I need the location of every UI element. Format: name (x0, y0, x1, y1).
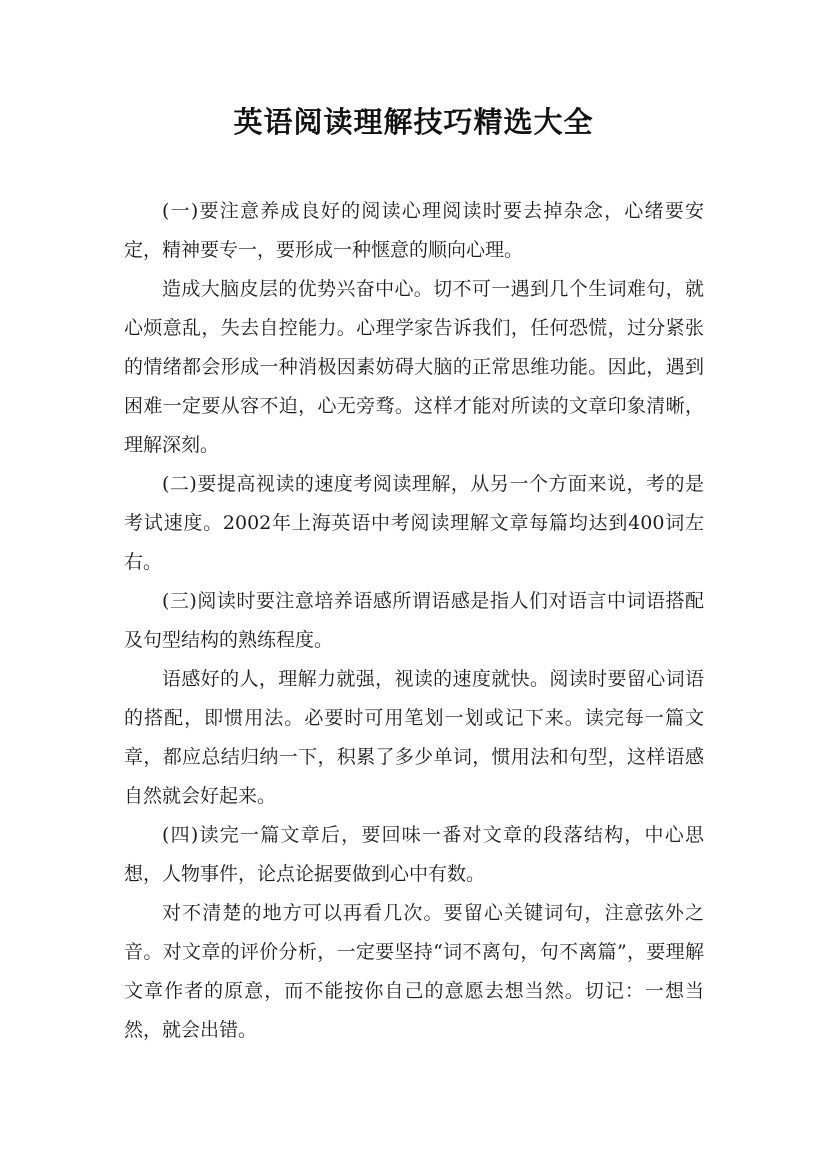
paragraph-4: (三)阅读时要注意培养语感所谓语感是指人们对语言中词语搭配及句型结构的熟练程度。 (124, 590, 704, 651)
document-title: 英语阅读理解技巧精选大全 (233, 105, 594, 139)
paragraph-3: (二)要提高视读的速度考阅读理解，从另一个方面来说，考的是考试速度。2002年上海英语中考阅读理解文章每篇均达到400词左右。 (124, 473, 704, 573)
paragraph-7: 对不清楚的地方可以再看几次。要留心关键词句，注意弦外之音。对文章的评价分析，一定要坚持“词不离句，句不离篇”，要理解文章作者的原意，而不能按你自己的意愿去想当然。切记：一想当然，就会出错。 (124, 902, 704, 1041)
paragraph-6: (四)读完一篇文章后，要回味一番对文章的段落结构，中心思想，人物事件，论点论据要做到心中有数。 (124, 824, 704, 885)
paragraph-5: 语感好的人，理解力就强，视读的速度就快。阅读时要留心词语的搭配，即惯用法。必要时可用笔划一划或记下来。读完每一篇文章，都应总结归纳一下，积累了多少单词，惯用法和句型，这样语感自然就会好起来。 (124, 668, 704, 807)
paragraph-2: 造成大脑皮层的优势兴奋中心。切不可一遇到几个生词难句，就心烦意乱，失去自控能力。心理学家告诉我们，任何恐慌，过分紧张的情绪都会形成一种消极因素妨碍大脑的正常思维功能。因此，遇到困难一定要从容不迫，心无旁骛。这样才能对所读的文章印象清晰，理解深刻。 (124, 278, 704, 456)
paragraph-1: (一)要注意养成良好的阅读心理阅读时要去掉杂念，心绪要安定，精神要专一，要形成一种惬意的顺向心理。 (124, 200, 704, 261)
document-body (124, 192, 704, 1050)
